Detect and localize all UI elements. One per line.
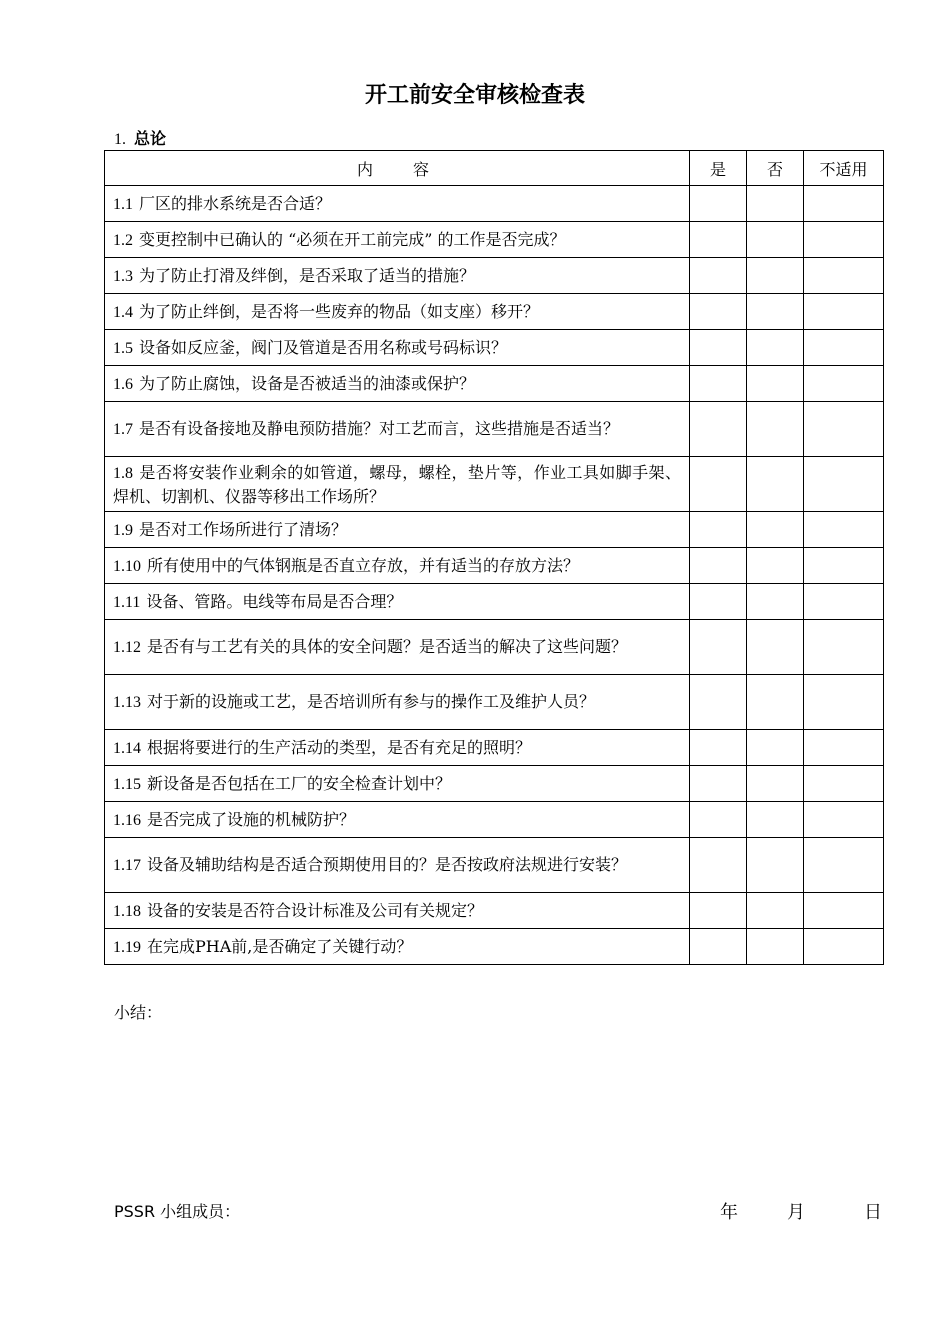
no-cell[interactable] (747, 258, 804, 294)
table-row (105, 186, 884, 222)
item-text: 1.18 设备的安装是否符合设计标准及公司有关规定？ (105, 893, 690, 929)
na-cell[interactable] (804, 457, 884, 512)
na-cell[interactable] (804, 929, 884, 965)
no-cell[interactable] (747, 838, 804, 893)
na-cell[interactable] (804, 675, 884, 730)
no-cell[interactable] (747, 730, 804, 766)
table-row (105, 366, 884, 402)
table-row (105, 929, 884, 965)
yes-cell[interactable] (690, 186, 747, 222)
table-row (105, 402, 884, 457)
no-cell[interactable] (747, 802, 804, 838)
table-row (105, 584, 884, 620)
yes-cell[interactable] (690, 802, 747, 838)
item-text: 1.8 是否将安装作业剩余的如管道，螺母，螺栓，垫片等，作业工具如脚手架、焊机、切割机、仪器等移出工作场所？ (105, 457, 690, 512)
section-heading (114, 126, 166, 149)
table-row (105, 330, 884, 366)
yes-cell[interactable] (690, 893, 747, 929)
na-cell[interactable] (804, 294, 884, 330)
no-cell[interactable] (747, 330, 804, 366)
item-text: 1.5 设备如反应釜，阀门及管道是否用名称或号码标识？ (105, 330, 690, 366)
no-cell[interactable] (747, 402, 804, 457)
no-cell[interactable] (747, 294, 804, 330)
yes-cell[interactable] (690, 294, 747, 330)
item-text: 1.14 根据将要进行的生产活动的类型，是否有充足的照明？ (105, 730, 690, 766)
no-cell[interactable] (747, 675, 804, 730)
yes-cell[interactable] (690, 620, 747, 675)
yes-cell[interactable] (690, 929, 747, 965)
table-row (105, 294, 884, 330)
header-no: 否 (747, 151, 804, 186)
yes-cell[interactable] (690, 766, 747, 802)
no-cell[interactable] (747, 620, 804, 675)
table-row (105, 258, 884, 294)
item-text: 1.4 为了防止绊倒，是否将一些废弃的物品（如支座）移开？ (105, 294, 690, 330)
item-text: 1.16 是否完成了设施的机械防护？ (105, 802, 690, 838)
item-text: 1.9 是否对工作场所进行了清场？ (105, 512, 690, 548)
table-row (105, 766, 884, 802)
checklist-table (104, 150, 884, 965)
na-cell[interactable] (804, 548, 884, 584)
yes-cell[interactable] (690, 675, 747, 730)
section-number: 1. (114, 131, 126, 148)
item-text: 1.12 是否有与工艺有关的具体的安全问题？是否适当的解决了这些问题？ (105, 620, 690, 675)
na-cell[interactable] (804, 620, 884, 675)
na-cell[interactable] (804, 802, 884, 838)
table-row (105, 620, 884, 675)
na-cell[interactable] (804, 366, 884, 402)
yes-cell[interactable] (690, 366, 747, 402)
table-row (105, 512, 884, 548)
yes-cell[interactable] (690, 730, 747, 766)
item-text: 1.13 对于新的设施或工艺，是否培训所有参与的操作工及维护人员？ (105, 675, 690, 730)
na-cell[interactable] (804, 893, 884, 929)
document-title: 开工前安全审核检查表 (364, 83, 585, 108)
yes-cell[interactable] (690, 584, 747, 620)
table-row (105, 675, 884, 730)
item-text: 1.11 设备、管路。电线等布局是否合理？ (105, 584, 690, 620)
na-cell[interactable] (804, 402, 884, 457)
header-content: 内容 (105, 151, 690, 186)
yes-cell[interactable] (690, 222, 747, 258)
na-cell[interactable] (804, 838, 884, 893)
na-cell[interactable] (804, 222, 884, 258)
item-text: 1.19 在完成PHA前,是否确定了关键行动？ (105, 929, 690, 965)
no-cell[interactable] (747, 512, 804, 548)
table-row (105, 802, 884, 838)
yes-cell[interactable] (690, 548, 747, 584)
yes-cell[interactable] (690, 258, 747, 294)
table-row (105, 838, 884, 893)
na-cell[interactable] (804, 186, 884, 222)
no-cell[interactable] (747, 893, 804, 929)
date-day-label: 日 (864, 1202, 882, 1223)
yes-cell[interactable] (690, 330, 747, 366)
header-na: 不适用 (804, 151, 884, 186)
no-cell[interactable] (747, 457, 804, 512)
table-header-row (105, 151, 884, 186)
yes-cell[interactable] (690, 838, 747, 893)
table-row (105, 457, 884, 512)
table-row (105, 548, 884, 584)
item-text: 1.2 变更控制中已确认的 “必须在开工前完成” 的工作是否完成？ (105, 222, 690, 258)
no-cell[interactable] (747, 366, 804, 402)
item-text: 1.3 为了防止打滑及绊倒，是否采取了适当的措施？ (105, 258, 690, 294)
summary-label: 小结： (114, 1003, 163, 1022)
na-cell[interactable] (804, 330, 884, 366)
na-cell[interactable] (804, 766, 884, 802)
item-text: 1.6 为了防止腐蚀，设备是否被适当的油漆或保护？ (105, 366, 690, 402)
na-cell[interactable] (804, 730, 884, 766)
table-row (105, 893, 884, 929)
date-year-label: 年 (720, 1202, 738, 1223)
table-row (105, 222, 884, 258)
item-text: 1.1 厂区的排水系统是否合适？ (105, 186, 690, 222)
header-yes: 是 (690, 151, 747, 186)
yes-cell[interactable] (690, 512, 747, 548)
no-cell[interactable] (747, 929, 804, 965)
table-row (105, 730, 884, 766)
no-cell[interactable] (747, 186, 804, 222)
na-cell[interactable] (804, 584, 884, 620)
no-cell[interactable] (747, 584, 804, 620)
item-text: 1.10 所有使用中的气体钢瓶是否直立存放，并有适当的存放方法？ (105, 548, 690, 584)
yes-cell[interactable] (690, 457, 747, 512)
na-cell[interactable] (804, 512, 884, 548)
item-text: 1.17 设备及辅助结构是否适合预期使用目的？是否按政府法规进行安装？ (105, 838, 690, 893)
item-text: 1.15 新设备是否包括在工厂的安全检查计划中？ (105, 766, 690, 802)
yes-cell[interactable] (690, 402, 747, 457)
no-cell[interactable] (747, 222, 804, 258)
members-label: PSSR 小组成员： (114, 1202, 241, 1221)
no-cell[interactable] (747, 766, 804, 802)
section-title: 总论 (134, 129, 167, 148)
no-cell[interactable] (747, 548, 804, 584)
date-month-label: 月 (787, 1202, 805, 1223)
na-cell[interactable] (804, 258, 884, 294)
item-text: 1.7 是否有设备接地及静电预防措施？对工艺而言，这些措施是否适当？ (105, 402, 690, 457)
